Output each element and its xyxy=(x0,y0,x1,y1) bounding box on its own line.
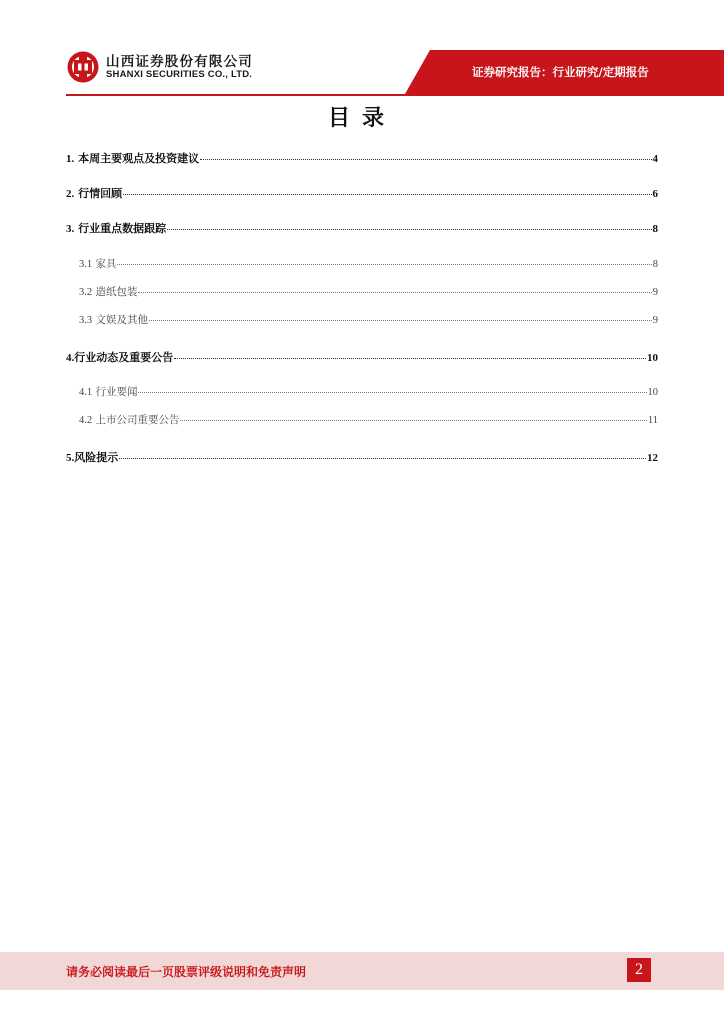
company-name-cn: 山西证券股份有限公司 xyxy=(106,54,253,70)
toc-leader-dots xyxy=(119,458,646,459)
toc-entry-label: 4.行业动态及重要公告 xyxy=(66,351,174,364)
toc-entry-label: 3.1 家具 xyxy=(79,258,117,270)
toc-leader-dots xyxy=(167,229,651,230)
toc-page-number: 9 xyxy=(652,315,658,326)
toc-page-number: 11 xyxy=(647,415,658,426)
toc-page-number: 8 xyxy=(652,223,658,235)
toc-leader-dots xyxy=(123,194,651,195)
toc-page-number: 10 xyxy=(647,352,658,364)
page-header xyxy=(0,0,724,96)
toc-page-number: 8 xyxy=(652,259,658,270)
page-footer xyxy=(0,952,724,990)
toc-title: 目录 xyxy=(327,106,396,131)
toc-entry[interactable] xyxy=(66,349,658,365)
toc-page-number: 4 xyxy=(652,153,658,165)
shanxi-securities-logo-icon xyxy=(66,50,100,84)
toc-entry-label: 4.2 上市公司重要公告 xyxy=(79,414,180,426)
report-type-label: 证券研究报告：行业研究/定期报告 xyxy=(472,65,649,79)
toc-entry-label: 4.1 行业要闻 xyxy=(79,386,138,398)
toc-entry[interactable] xyxy=(66,384,658,399)
toc-leader-dots xyxy=(200,159,651,160)
toc-entry[interactable] xyxy=(66,312,658,327)
toc-entry[interactable] xyxy=(66,284,658,299)
toc-entry[interactable] xyxy=(66,449,658,465)
toc-entry-label: 5.风险提示 xyxy=(66,451,119,464)
toc-entry-label: 1. 本周主要观点及投资建议 xyxy=(66,152,200,165)
toc-entry-label: 2. 行情回顾 xyxy=(66,187,123,200)
toc-entry[interactable] xyxy=(66,412,658,427)
toc-page-number: 9 xyxy=(652,287,658,298)
header-divider xyxy=(66,94,724,96)
toc-entry[interactable] xyxy=(66,185,658,201)
toc-page-number: 10 xyxy=(647,387,658,398)
toc-entry-label: 3. 行业重点数据跟踪 xyxy=(66,222,167,235)
company-name-en: SHANXI SECURITIES CO., LTD. xyxy=(106,69,253,80)
toc-page-number: 6 xyxy=(652,188,658,200)
toc-entry[interactable] xyxy=(66,150,658,166)
toc-leader-dots xyxy=(138,292,651,293)
toc-entry[interactable] xyxy=(66,220,658,236)
header-banner xyxy=(0,0,724,96)
toc-entry-label: 3.3 文娱及其他 xyxy=(79,314,148,326)
toc-leader-dots xyxy=(174,358,646,359)
toc-leader-dots xyxy=(149,320,652,321)
toc-entry-label: 3.2 造纸包装 xyxy=(79,286,138,298)
toc-leader-dots xyxy=(138,392,646,393)
toc-entry[interactable] xyxy=(66,256,658,271)
toc-leader-dots xyxy=(117,264,651,265)
toc-page-number: 12 xyxy=(647,452,658,464)
disclaimer-notice: 请务必阅读最后一页股票评级说明和免责声明 xyxy=(66,965,307,979)
toc-leader-dots xyxy=(180,420,646,421)
page-number: 2 xyxy=(627,958,651,982)
